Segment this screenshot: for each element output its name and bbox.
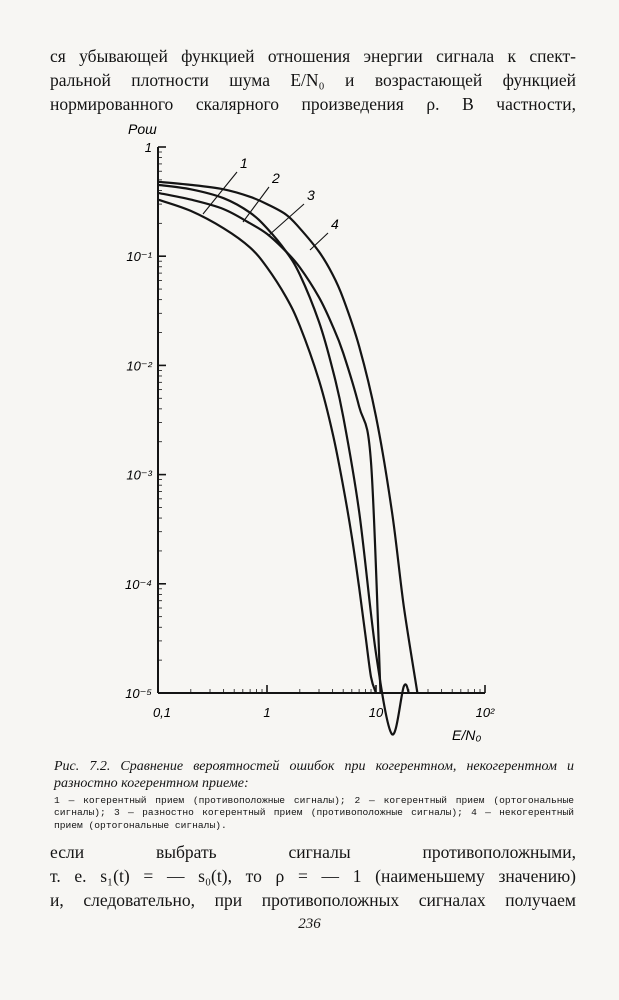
text-line: т. е. s₁(t) = — s₀(t), то ρ = — 1 (наименьшему значению) (50, 866, 576, 886)
leader-line (268, 204, 304, 236)
y-tick-label: 1 (144, 140, 152, 155)
curve-label: 2 (272, 170, 280, 186)
text-line: если выбрать сигналы противоположными, (50, 842, 576, 862)
y-axis-label: Pош (128, 121, 157, 137)
y-tick-label: 10⁻³ (126, 467, 152, 483)
y-tick-label: 10⁻² (126, 358, 152, 374)
x-tick-label: 0,1 (152, 705, 172, 720)
curve-label: 3 (307, 187, 315, 203)
bottom-paragraph (50, 840, 576, 912)
x-tick-label: 10² (475, 705, 495, 720)
curve-label: 1 (240, 155, 248, 171)
figure-caption: Рис. 7.2. Сравнение вероятностей ошибок при когерентном, некогерентном и разностно когерентном приеме: (54, 759, 574, 791)
x-tick-label: 1 (263, 705, 271, 720)
x-axis-label: E/N₀ (452, 727, 482, 743)
y-tick-label: 10⁻¹ (126, 249, 152, 265)
y-tick-label: 10⁻⁵ (125, 686, 152, 701)
text-line: ральной плотности шума E/N₀ и возрастающей функцией (50, 70, 576, 90)
series-curve-1 (158, 200, 376, 693)
text-line: и, следовательно, при противоположных сигналах получаем (50, 890, 576, 910)
text-line: ся убывающей функцией отношения энергии сигнала к спект- (50, 46, 576, 66)
figure-legend: 1 — когерентный прием (противоположные сигналы); 2 — когерентный прием (ортогональные сигналы); 3 — разностно когерентный прием (противоположные сигналы); 4 — некогерентный прием (ортогональные сигналы). (54, 795, 574, 831)
y-tick-label: 10⁻⁴ (125, 576, 152, 592)
leader-line (310, 233, 328, 250)
x-tick-label: 10 (368, 705, 384, 720)
page-number: 236 (298, 916, 321, 932)
curve-label: 4 (331, 216, 339, 232)
text-line: нормированного скалярного произведения ρ. В частности, (50, 94, 576, 114)
